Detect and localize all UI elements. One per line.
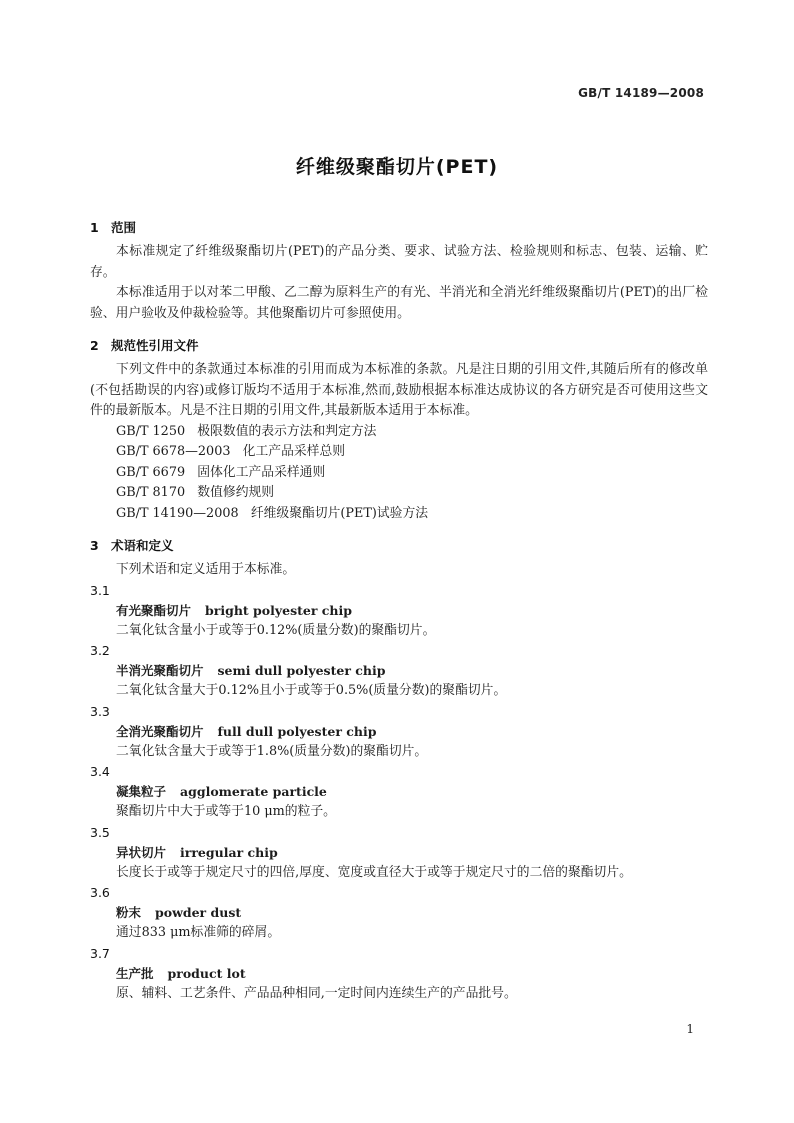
term-number: 3.4 <box>90 764 110 779</box>
page-number: 1 <box>686 1022 694 1036</box>
section-number: 3 <box>90 538 99 553</box>
term-definition: 原、辅料、工艺条件、产品品种相同,一定时间内连续生产的产品批号。 <box>116 985 517 1001</box>
term-chinese: 全消光聚酯切片 <box>116 723 204 739</box>
term-heading <box>90 843 708 863</box>
term-heading <box>90 601 708 621</box>
reference-item: GB/T 1250 极限数值的表示方法和判定方法 <box>116 423 377 439</box>
document-title: 纤维级聚酯切片(PET) <box>295 156 499 178</box>
term-definition: 通过833 μm标准筛的碎屑。 <box>116 925 281 940</box>
reference-item: GB/T 14190—2008 纤维级聚酯切片(PET)试验方法 <box>116 505 429 521</box>
term-chinese: 凝集粒子 <box>116 784 167 799</box>
term-english: irregular chip <box>180 844 278 860</box>
term-chinese: 有光聚酯切片 <box>116 602 192 618</box>
paragraph: 下列术语和定义适用于本标准。 <box>116 562 296 577</box>
reference-item: GB/T 6678—2003 化工产品采样总则 <box>116 444 346 459</box>
term-heading <box>90 903 708 923</box>
section-number: 1 <box>90 220 99 235</box>
paragraph: 下列文件中的条款通过本标准的引用而成为本标准的条款。凡是注日期的引用文件,其随后所有的修改单(不包括勘误的内容)或修订版均不适用于本标准,然而,鼓励根据本标准达成协议的各方研究是否可使用这些文件的最新版本。凡是不注日期的引用文件,其最新版本适用于本标准。 <box>90 362 708 418</box>
section-title: 术语和定义 <box>111 538 174 553</box>
section-number: 2 <box>90 338 99 353</box>
term-definition: 聚酯切片中大于或等于10 μm的粒子。 <box>116 804 336 819</box>
term-number: 3.1 <box>90 582 110 598</box>
term-chinese: 半消光聚酯切片 <box>116 663 204 678</box>
section-title: 范围 <box>111 220 137 235</box>
term-definition: 长度长于或等于规定尺寸的四倍,厚度、宽度或直径大于或等于规定尺寸的二倍的聚酯切片。 <box>116 864 632 880</box>
section-3-heading <box>90 536 708 556</box>
term-definition: 二氧化钛含量小于或等于0.12%(质量分数)的聚酯切片。 <box>116 622 436 638</box>
term-english: agglomerate particle <box>180 784 327 799</box>
term-heading <box>90 964 708 984</box>
paragraph: 本标准适用于以对苯二甲酸、乙二醇为原料生产的有光、半消光和全消光纤维级聚酯切片(PET)的出厂检验、用户验收及仲裁检验等。其他聚酯切片可参照使用。 <box>90 285 708 321</box>
term-heading <box>90 661 708 681</box>
reference-item: GB/T 8170 数值修约规则 <box>116 485 275 500</box>
term-number: 3.3 <box>90 703 110 719</box>
term-english: bright polyester chip <box>205 602 352 618</box>
term-chinese: 粉末 <box>116 905 142 920</box>
term-number: 3.7 <box>90 945 110 961</box>
terms-list <box>90 581 708 1005</box>
term-number: 3.6 <box>90 885 110 900</box>
term-number: 3.2 <box>90 643 110 658</box>
section-title: 规范性引用文件 <box>111 338 199 353</box>
term-definition: 二氧化钛含量大于或等于1.8%(质量分数)的聚酯切片。 <box>116 743 428 759</box>
term-english: product lot <box>167 965 246 981</box>
document-body <box>90 218 708 1004</box>
term-english: powder dust <box>155 905 242 920</box>
paragraph: 本标准规定了纤维级聚酯切片(PET)的产品分类、要求、试验方法、检验规则和标志、包装、运输、贮存。 <box>90 244 708 280</box>
term-chinese: 异状切片 <box>116 844 167 860</box>
standard-code: GB/T 14189—2008 <box>578 86 704 100</box>
term-english: full dull polyester chip <box>217 723 377 739</box>
term-heading <box>90 722 708 742</box>
term-heading <box>90 782 708 802</box>
term-english: semi dull polyester chip <box>217 663 386 678</box>
term-chinese: 生产批 <box>116 965 154 981</box>
section-2-heading <box>90 336 708 356</box>
term-definition: 二氧化钛含量大于0.12%且小于或等于0.5%(质量分数)的聚酯切片。 <box>116 683 507 698</box>
reference-item: GB/T 6679 固体化工产品采样通则 <box>116 464 326 480</box>
section-1-heading <box>90 218 708 238</box>
term-number: 3.5 <box>90 824 110 840</box>
